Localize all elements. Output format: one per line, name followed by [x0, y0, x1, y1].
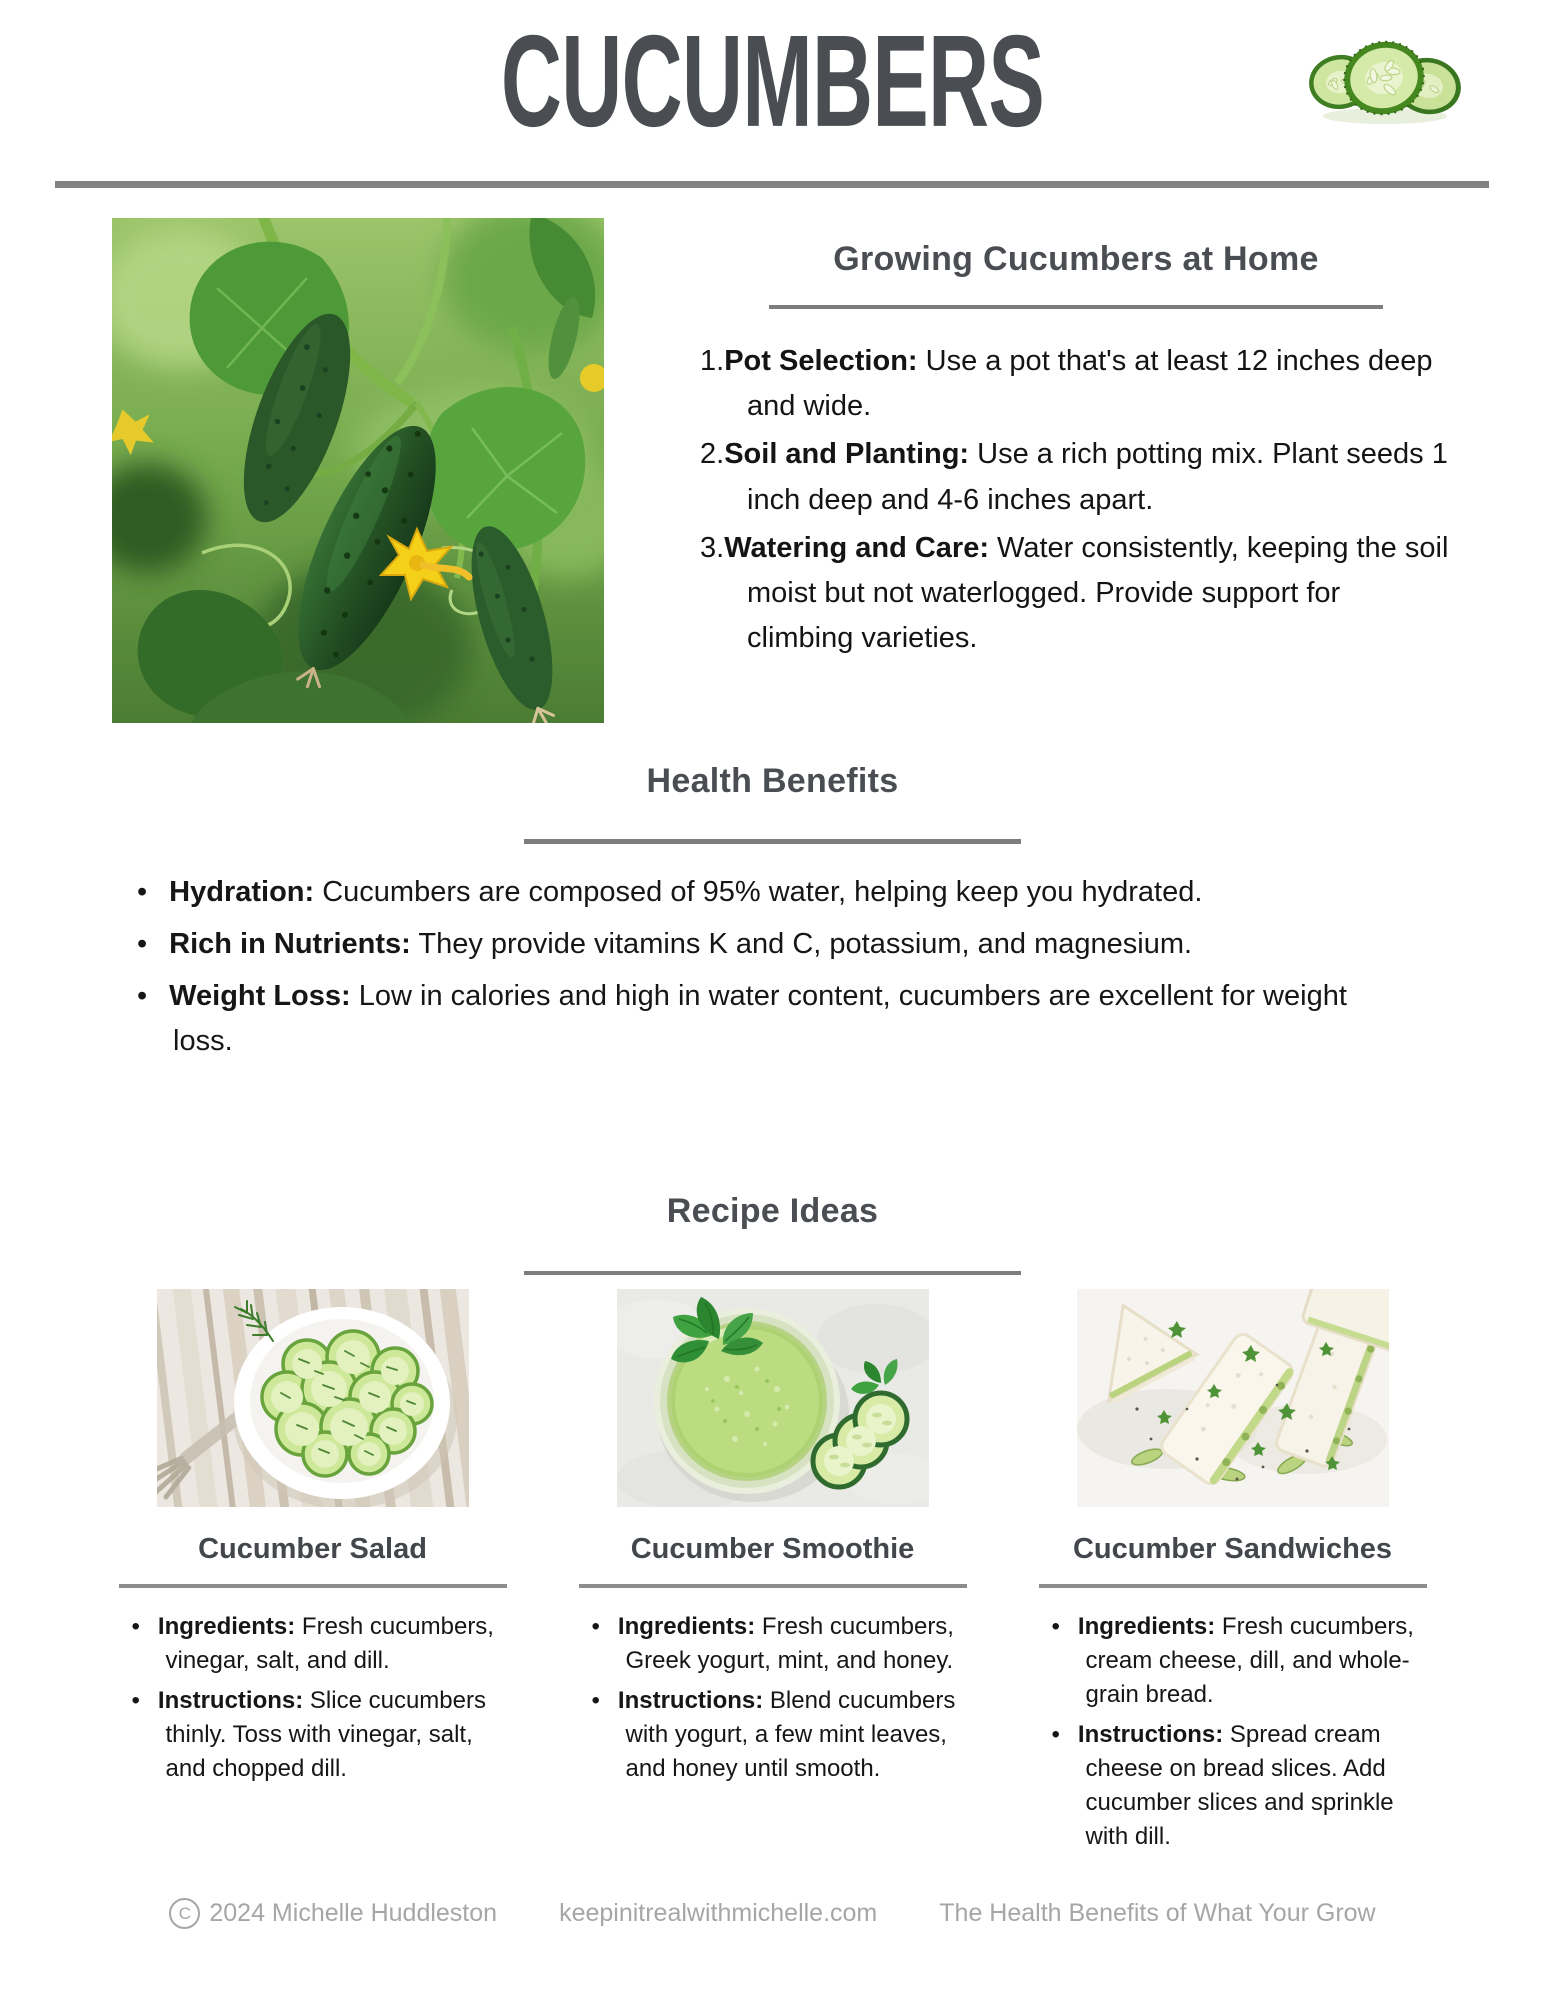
recipe-list — [118, 1610, 508, 1786]
list-item — [132, 1684, 506, 1786]
item-text: Use a rich potting mix. Plant seeds 1 inch deep and 4-6 inches apart. — [747, 438, 1448, 516]
item-label: Instructions: — [157, 1687, 304, 1715]
item-text: Low in calories and high in water content, cucumbers are excellent for weight loss. — [173, 979, 1347, 1057]
health-divider — [524, 839, 1021, 844]
cucumber-sandwiches-photo — [1077, 1289, 1389, 1507]
item-label: Watering and Care: — [724, 531, 989, 564]
item-label: Soil and Planting: — [724, 438, 970, 471]
item-text: Spread cream cheese on bread slices. Add cucumber slices and sprinkle with dill. — [1085, 1721, 1394, 1851]
recipe-card-sandwiches — [1038, 1289, 1428, 1861]
item-text: Fresh cucumbers, cream cheese, dill, and whole-grain bread. — [1085, 1613, 1414, 1709]
cucumber-salad-photo — [157, 1289, 469, 1507]
list-item — [137, 870, 1397, 915]
list-item — [1052, 1610, 1426, 1712]
item-text: Blend cucumbers with yogurt, a few mint leaves, and honey until smooth. — [625, 1687, 956, 1783]
item-text: Water consistently, keeping the soil moist but not waterlogged. Provide support for climbing varieties. — [747, 531, 1449, 655]
item-text: Fresh cucumbers, vinegar, salt, and dill. — [165, 1613, 494, 1675]
item-text: Slice cucumbers thinly. Toss with vinegar, salt, and chopped dill. — [165, 1687, 486, 1783]
item-label: Instructions: — [1077, 1721, 1224, 1749]
growing-heading: Growing Cucumbers at Home — [833, 240, 1319, 278]
list-item — [700, 432, 1452, 522]
footer-tagline: The Health Benefits of What Your Grow — [939, 1899, 1376, 1927]
list-item — [137, 974, 1397, 1064]
item-label: Rich in Nutrients: — [169, 927, 411, 960]
list-item — [1052, 1718, 1426, 1854]
item-label: Ingredients: — [1077, 1613, 1216, 1640]
recipe-title: Cucumber Smoothie — [630, 1533, 915, 1565]
copyright-text: 2024 Michelle Huddleston — [209, 1899, 498, 1927]
item-label: Weight Loss: — [169, 979, 351, 1012]
health-list — [137, 870, 1397, 1064]
recipe-divider — [119, 1584, 507, 1588]
list-item — [132, 1610, 506, 1678]
list-item — [137, 922, 1397, 967]
list-item — [700, 526, 1452, 662]
garden-photo — [112, 218, 604, 723]
health-heading: Health Benefits — [646, 762, 899, 800]
item-label: Ingredients: — [157, 1613, 296, 1640]
page-footer — [0, 1898, 1545, 1929]
recipe-list — [578, 1610, 968, 1786]
recipe-list — [1038, 1610, 1428, 1855]
recipe-title: Cucumber Sandwiches — [1072, 1533, 1393, 1565]
cucumber-slices-icon — [1300, 36, 1465, 128]
recipe-ideas-section — [0, 1192, 1545, 1861]
recipe-title: Cucumber Salad — [198, 1533, 427, 1565]
copyright-notice — [169, 1898, 497, 1929]
footer-website: keepinitrealwithmichelle.com — [559, 1899, 878, 1927]
item-label: Ingredients: — [617, 1613, 756, 1640]
item-label: Hydration: — [169, 876, 315, 908]
list-item — [592, 1684, 966, 1786]
title-divider — [55, 181, 1489, 188]
growing-list — [700, 339, 1452, 662]
recipe-card-salad — [118, 1289, 508, 1861]
item-label: Pot Selection: — [724, 345, 918, 377]
recipe-divider — [1039, 1584, 1427, 1588]
recipe-card-smoothie — [578, 1289, 968, 1861]
list-item — [592, 1610, 966, 1678]
item-text: Fresh cucumbers, Greek yogurt, mint, and honey. — [625, 1613, 954, 1675]
cucumber-smoothie-photo — [617, 1289, 929, 1507]
recipes-divider — [524, 1271, 1021, 1275]
growing-section — [700, 240, 1452, 665]
recipe-divider — [579, 1584, 967, 1588]
growing-divider — [769, 305, 1383, 309]
page-title: CUCUMBERS — [500, 8, 1045, 155]
health-benefits-section — [0, 762, 1545, 1071]
item-text: Cucumbers are composed of 95% water, helping keep you hydrated. — [314, 876, 1203, 908]
copyright-icon: C — [169, 1898, 200, 1929]
recipes-heading: Recipe Ideas — [666, 1192, 879, 1230]
item-text: They provide vitamins K and C, potassium, and magnesium. — [410, 927, 1193, 960]
item-text: Use a pot that's at least 12 inches deep and wide. — [747, 345, 1433, 423]
list-item — [700, 339, 1452, 429]
item-label: Instructions: — [617, 1687, 764, 1715]
